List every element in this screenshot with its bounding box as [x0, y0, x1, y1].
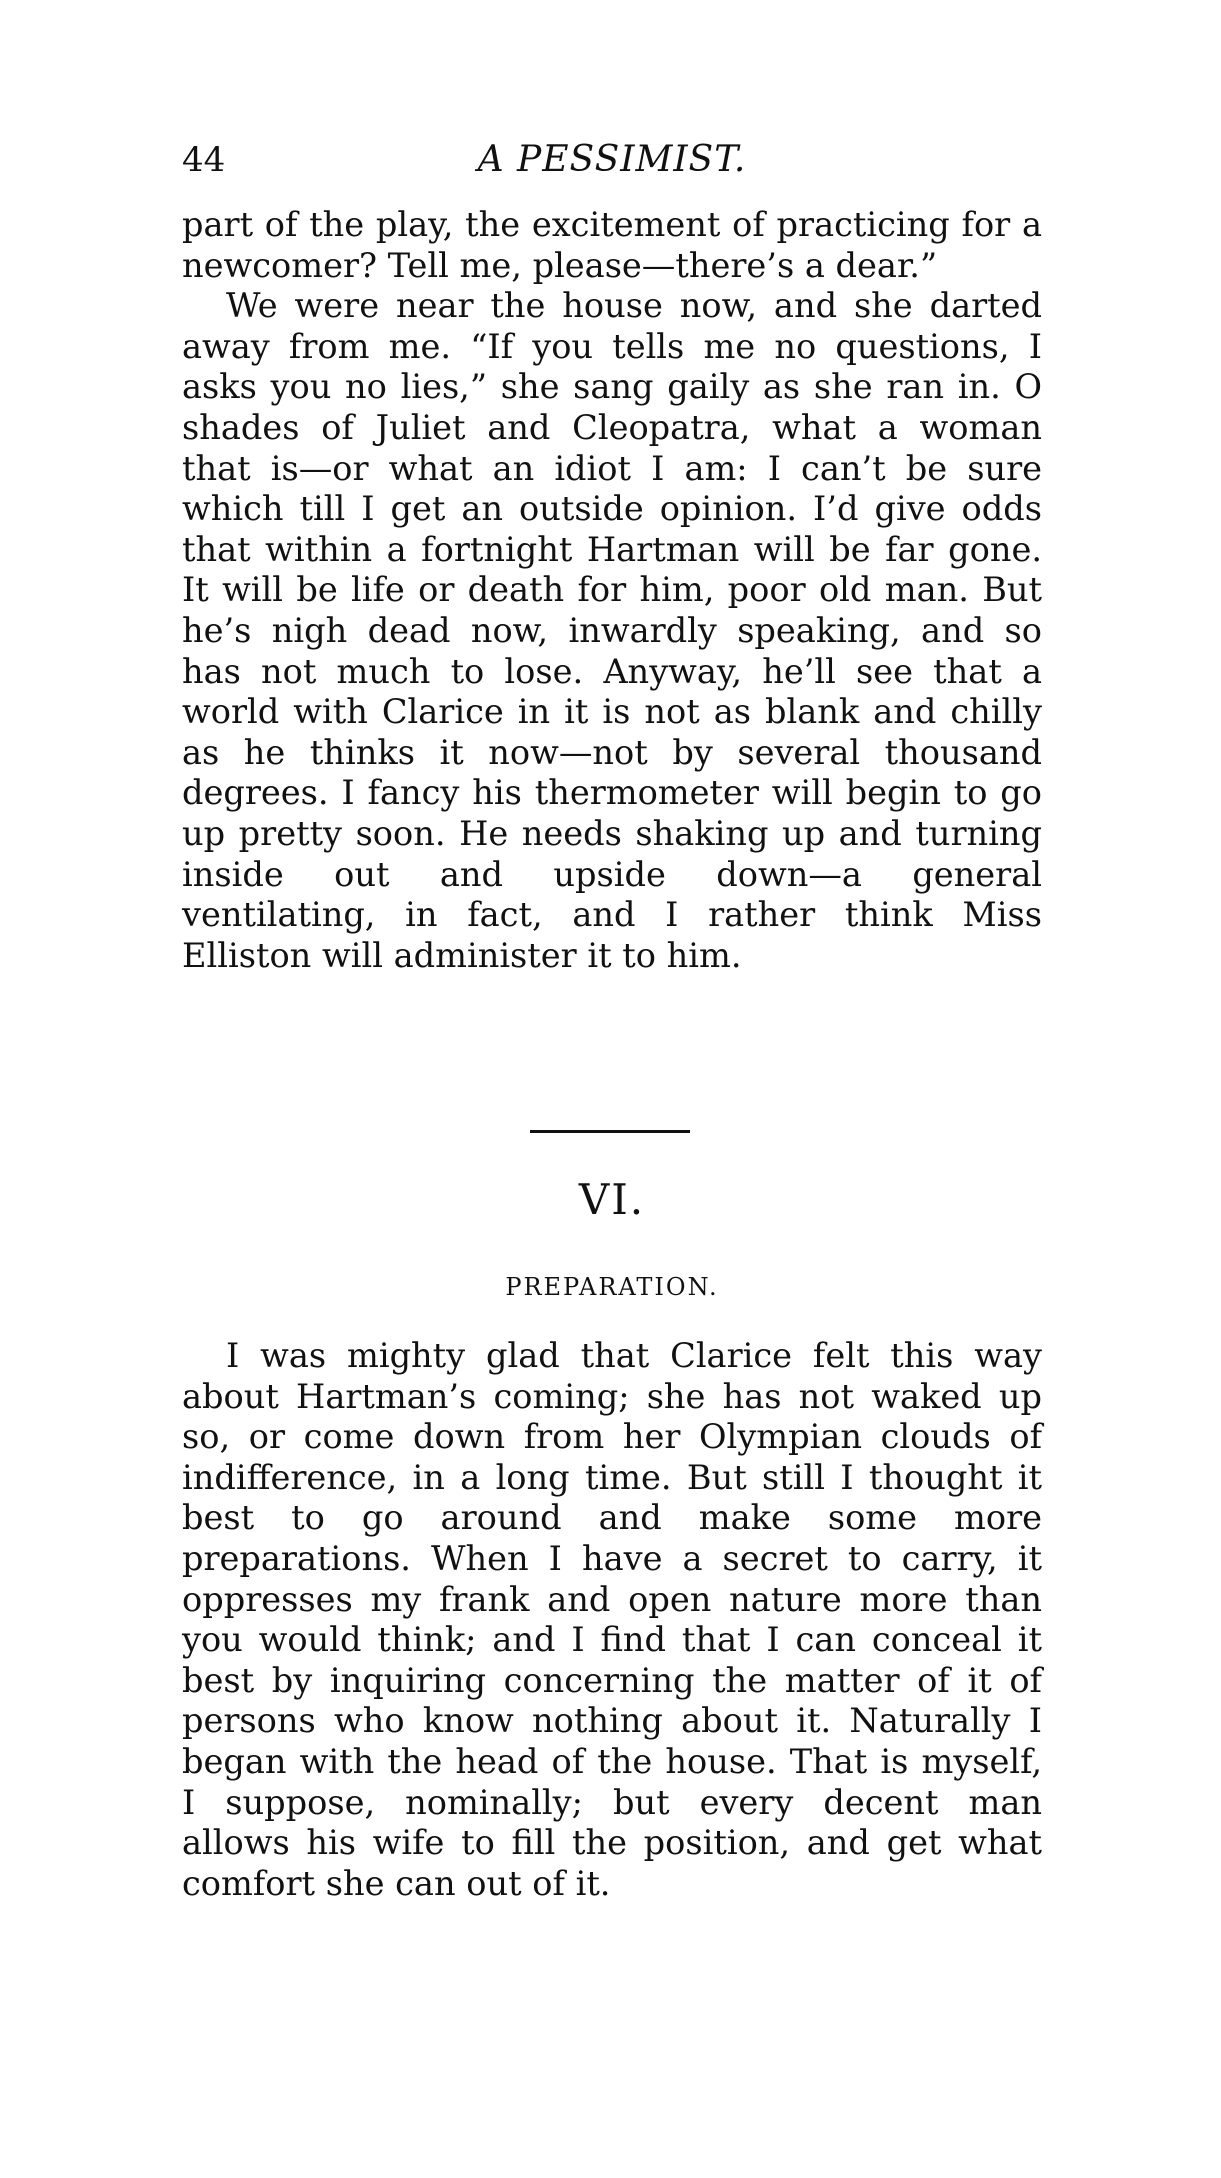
chapter-number: VI.: [578, 1175, 646, 1224]
page-number: 44: [182, 140, 226, 180]
section-divider: [530, 1130, 690, 1133]
page-header: [182, 140, 1042, 190]
paragraph-continuation: part of the play, the excitement of practicing for a newcomer? Tell me, please—there’s a dear.”: [182, 205, 1042, 285]
text-before-chapter: [182, 205, 1042, 976]
paragraph: We were near the house now, and she darted away from me. “If you tells me no questions, I asks you no lies,” she sang gaily as she ran in. O shades of Juliet and Cleopatra, what a woman that is—or what an idiot I am: I can’t be sure which till I get an outside opinion. I’d give odds that within a fortnight Hartman will be far gone. It will be life or death for him, poor old man. But he’s nigh dead now, inwardly speaking, and so has not much to lose. Anyway, he’ll see that a world with Clarice in it is not as blank and chilly as he thinks it now—not by several thousand degrees. I fancy his thermometer will begin to go up pretty soon. He needs shaking up and turning inside out and upside down—a general ventilating, in fact, and I rather think Miss Elliston will administer it to him.: [182, 286, 1042, 975]
text-after-chapter: [182, 1336, 1042, 1904]
paragraph: I was mighty glad that Clarice felt this way about Hartman’s coming; she has not waked up so, or come down from her Olympian clouds of indifference, in a long time. But still I thought it best to go around and make some more preparations. When I have a secret to carry, it oppresses my frank and open nature more than you would think; and I find that I can conceal it best by inquiring concerning the matter of it of persons who know nothing about it. Naturally I began with the head of the house. That is myself, I suppose, nominally; but every decent man allows his wife to fill the position, and get what comfort she can out of it.: [182, 1336, 1042, 1903]
running-head: A PESSIMIST.: [477, 139, 747, 180]
chapter-title: PREPARATION.: [505, 1273, 719, 1301]
